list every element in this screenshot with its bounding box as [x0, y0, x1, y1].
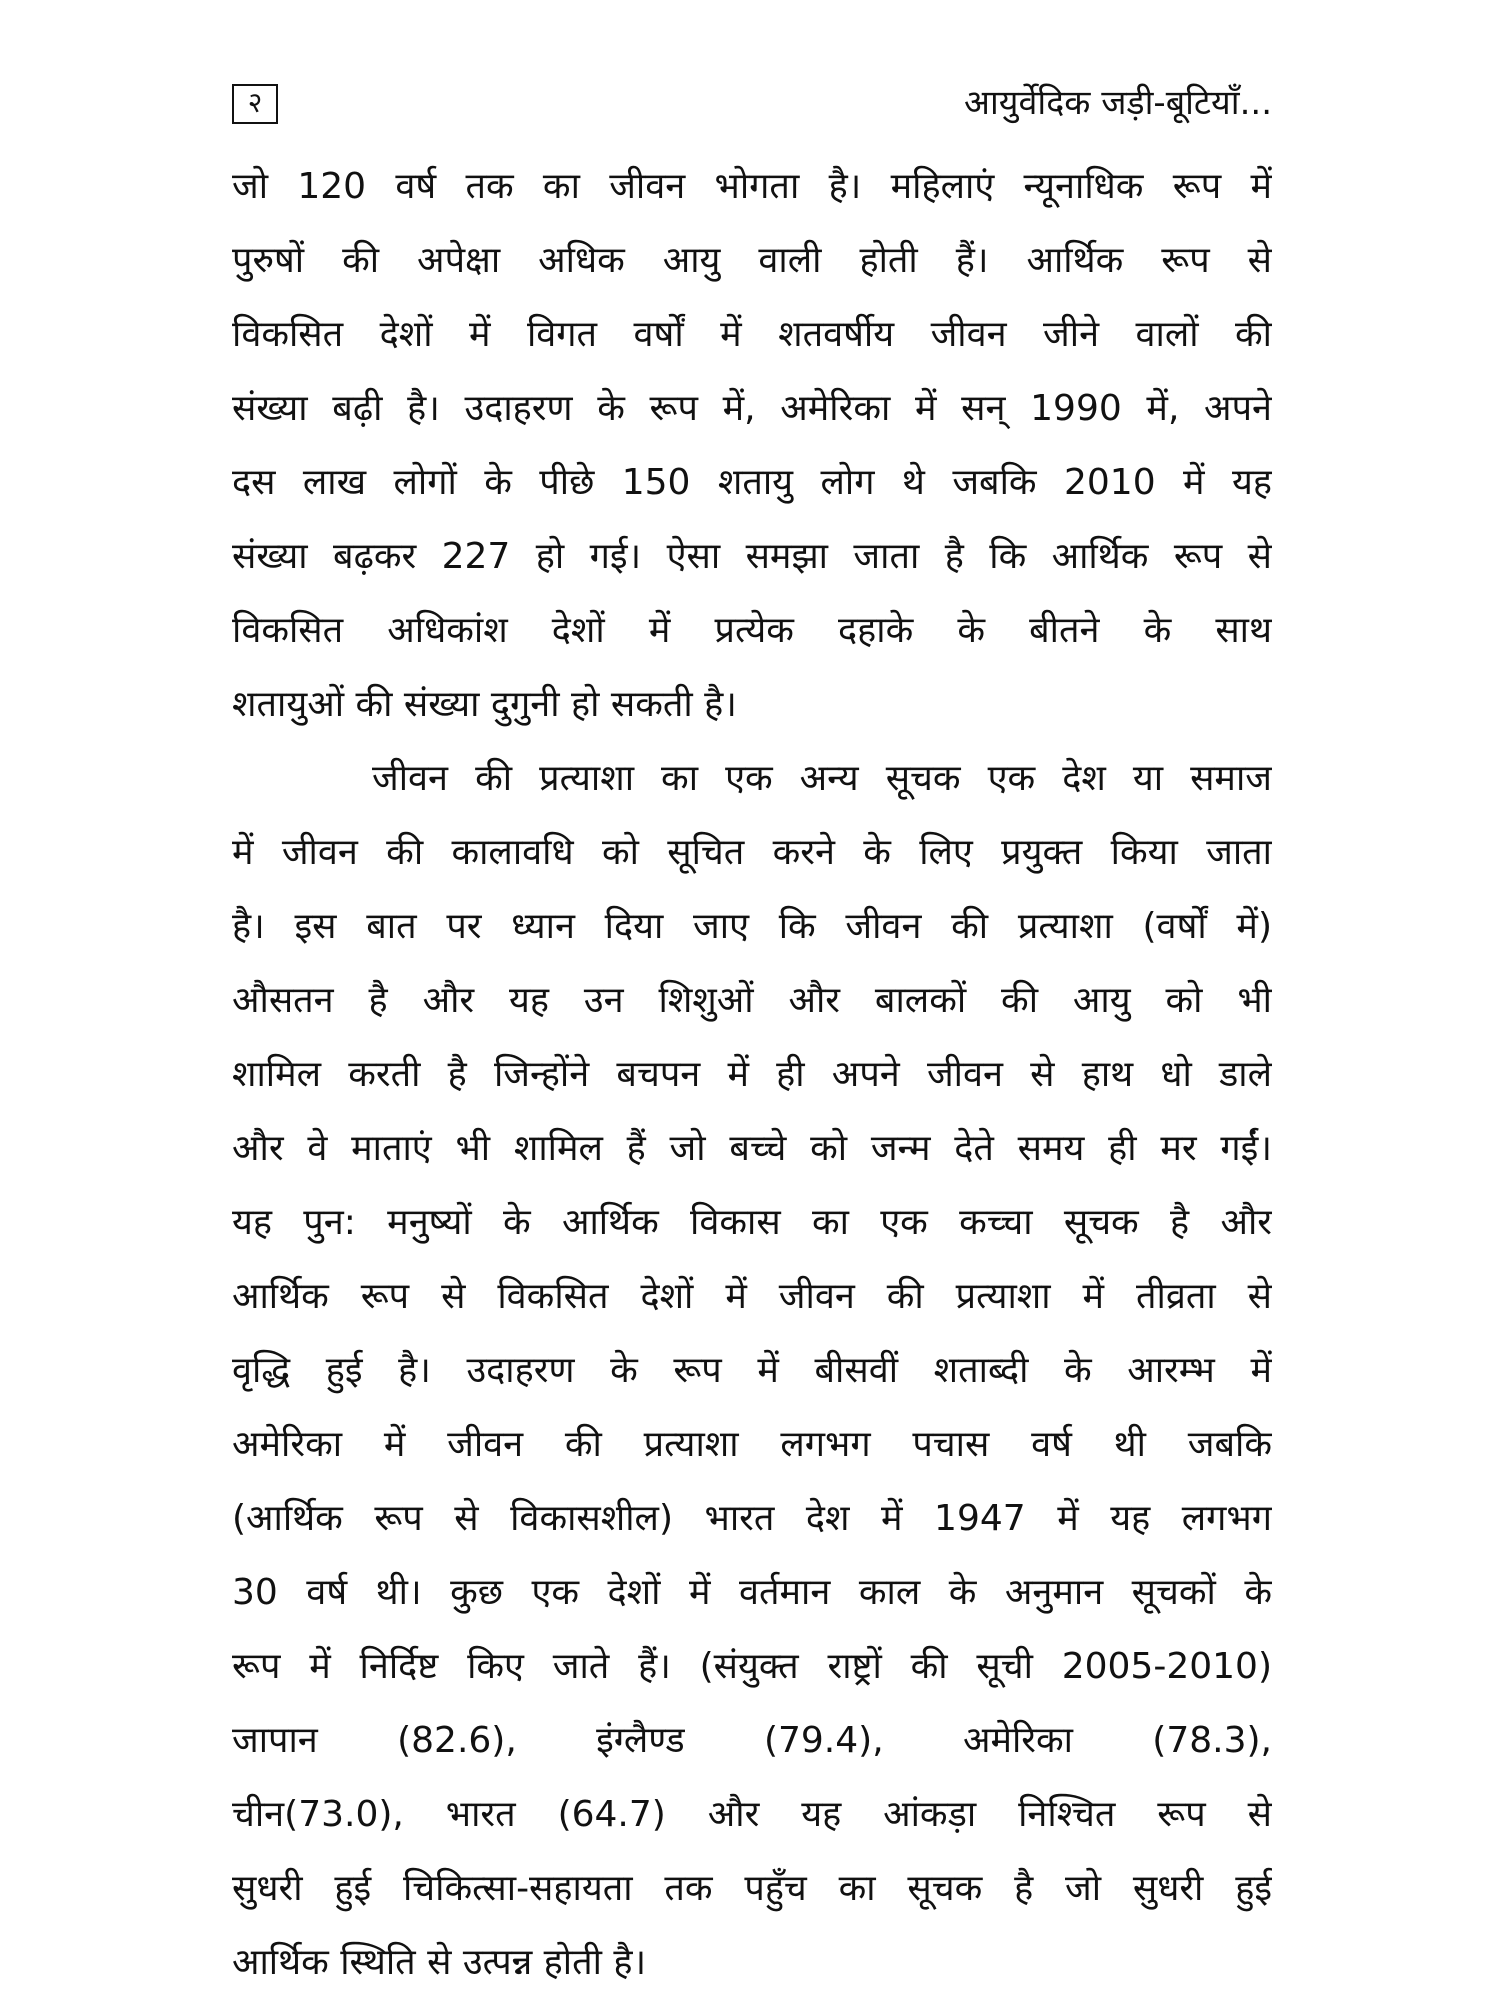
text-line: आर्थिक रूप से विकसित देशों में जीवन की प्रत्याशा में तीव्रता से	[232, 1276, 1272, 1317]
text-line: औसतन है और यह उन शिशुओं और बालकों की आयु को भी	[232, 980, 1272, 1021]
text-line: (आर्थिक रूप से विकासशील) भारत देश में 1947 में यह लगभग	[232, 1498, 1272, 1539]
text-line: वृद्धि हुई है। उदाहरण के रूप में बीसवीं शताब्दी के आरम्भ में	[232, 1350, 1272, 1391]
text-line: और वे माताएं भी शामिल हैं जो बच्चे को जन्म देते समय ही मर गईं।	[232, 1128, 1272, 1169]
page-header	[232, 78, 1272, 148]
text-line: विकसित अधिकांश देशों में प्रत्येक दहाके के बीतने के साथ	[232, 610, 1272, 651]
text-line: पुरुषों की अपेक्षा अधिक आयु वाली होती हैं। आर्थिक रूप से	[232, 240, 1272, 281]
text-line: सुधरी हुई चिकित्सा-सहायता तक पहुँच का सूचक है जो सुधरी हुई	[232, 1868, 1272, 1909]
text-line: संख्या बढ़ी है। उदाहरण के रूप में, अमेरिका में सन् 1990 में, अपने	[232, 388, 1272, 429]
text-line: में जीवन की कालावधि को सूचित करने के लिए प्रयुक्त किया जाता	[232, 832, 1272, 873]
text-line: आर्थिक स्थिति से उत्पन्न होती है।	[232, 1942, 647, 1983]
paragraph-1	[232, 150, 1272, 742]
text-line: दस लाख लोगों के पीछे 150 शतायु लोग थे जबकि 2010 में यह	[232, 462, 1272, 503]
text-line: विकसित देशों में विगत वर्षों में शतवर्षीय जीवन जीने वालों की	[232, 314, 1272, 355]
paragraph-2	[232, 742, 1272, 2000]
text-line: है। इस बात पर ध्यान दिया जाए कि जीवन की प्रत्याशा (वर्षों में)	[232, 906, 1272, 947]
text-line: 30 वर्ष थी। कुछ एक देशों में वर्तमान काल के अनुमान सूचकों के	[232, 1572, 1272, 1613]
text-line: जो 120 वर्ष तक का जीवन भोगता है। महिलाएं न्यूनाधिक रूप में	[232, 166, 1272, 207]
running-title: आयुर्वेदिक जड़ी-बूटियाँ...	[964, 83, 1272, 123]
body-text	[232, 150, 1272, 2000]
text-line: यह पुन: मनुष्यों के आर्थिक विकास का एक कच्चा सूचक है और	[232, 1202, 1272, 1243]
text-line: जापान (82.6), इंग्लैण्ड (79.4), अमेरिका (78.3),	[232, 1720, 1272, 1761]
page-number: २	[232, 84, 278, 124]
text-line: संख्या बढ़कर 227 हो गई। ऐसा समझा जाता है कि आर्थिक रूप से	[232, 536, 1272, 577]
text-line: अमेरिका में जीवन की प्रत्याशा लगभग पचास वर्ष थी जबकि	[232, 1424, 1272, 1465]
text-line: चीन(73.0), भारत (64.7) और यह आंकड़ा निश्चित रूप से	[232, 1794, 1272, 1835]
text-line: जीवन की प्रत्याशा का एक अन्य सूचक एक देश या समाज	[372, 758, 1272, 799]
text-line: रूप में निर्दिष्ट किए जाते हैं। (संयुक्त राष्ट्रों की सूची 2005-2010)	[232, 1646, 1272, 1687]
text-line: शतायुओं की संख्या दुगुनी हो सकती है।	[232, 684, 737, 725]
text-line: शामिल करती है जिन्होंने बचपन में ही अपने जीवन से हाथ धो डाले	[232, 1054, 1272, 1095]
